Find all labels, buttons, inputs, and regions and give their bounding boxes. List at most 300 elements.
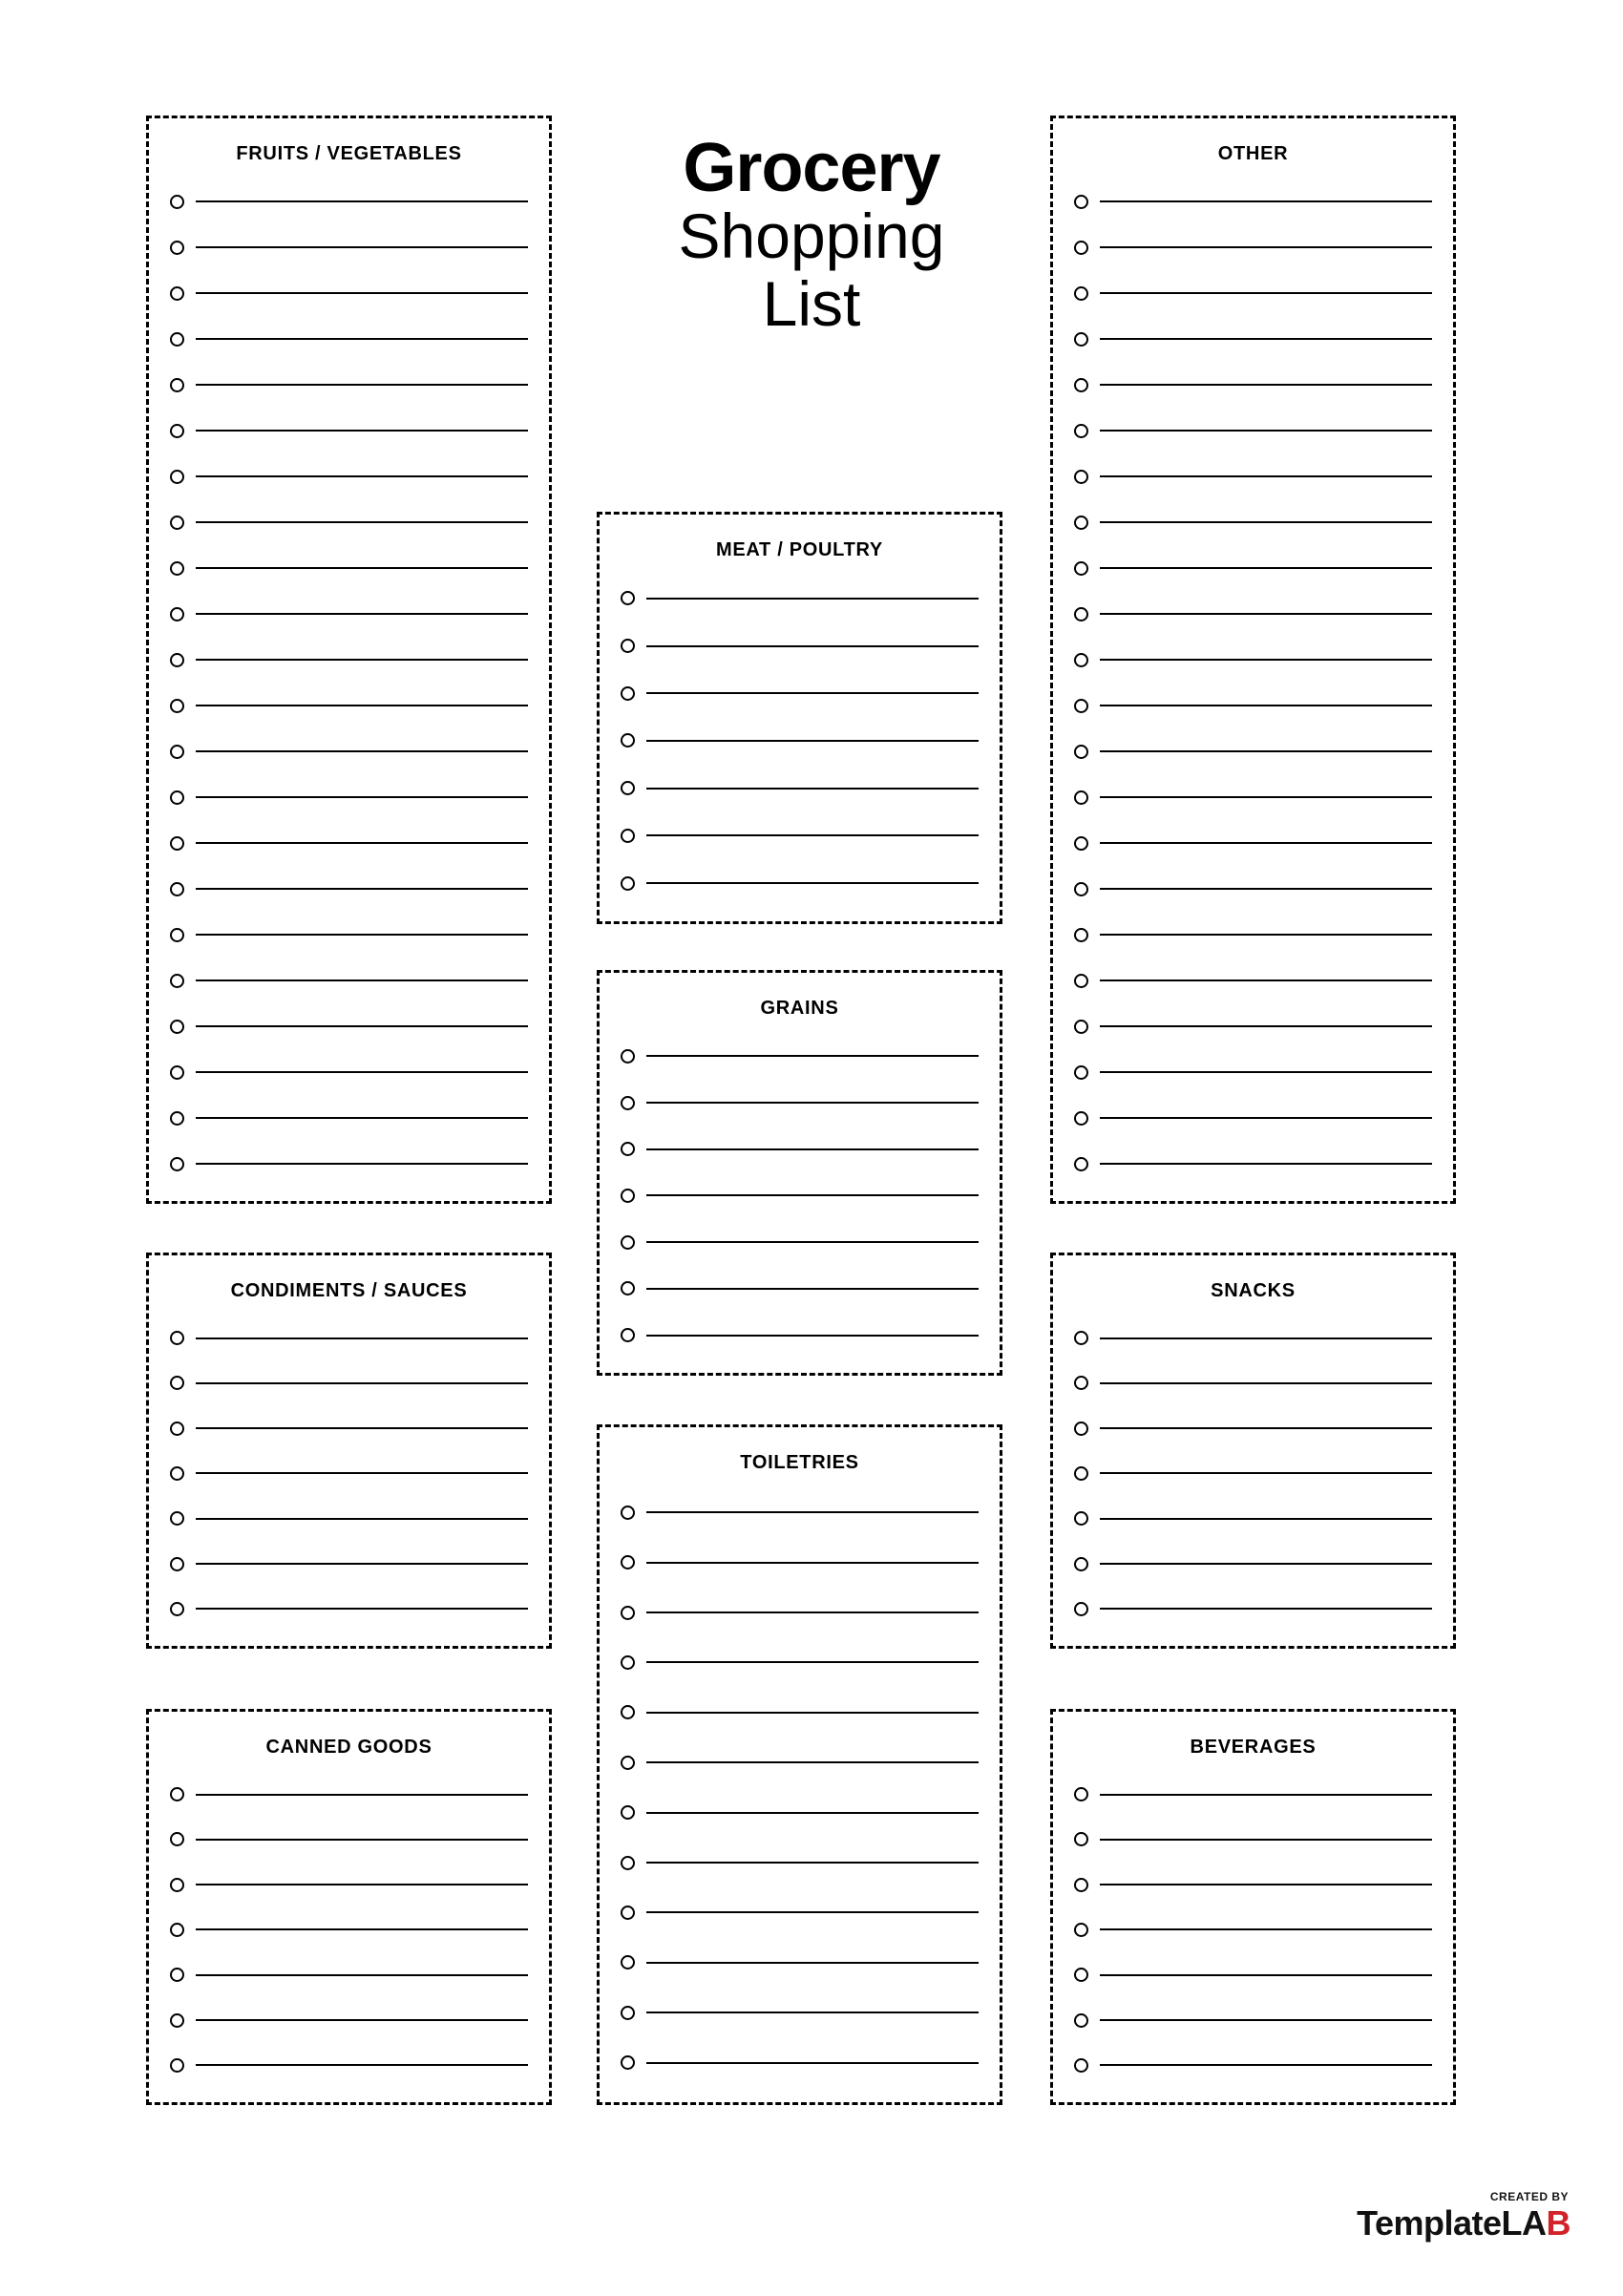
- list-item[interactable]: [621, 765, 979, 812]
- list-item[interactable]: [1074, 1587, 1432, 1632]
- write-in-line[interactable]: [646, 645, 979, 647]
- list-item[interactable]: [170, 316, 528, 362]
- list-item[interactable]: [170, 2043, 528, 2088]
- checkbox-circle-icon[interactable]: [1074, 1157, 1088, 1171]
- list-item[interactable]: [170, 224, 528, 270]
- write-in-line[interactable]: [1100, 1563, 1432, 1565]
- list-item[interactable]: [170, 1095, 528, 1141]
- checkbox-circle-icon[interactable]: [170, 836, 184, 851]
- list-item[interactable]: [1074, 1541, 1432, 1586]
- write-in-line[interactable]: [196, 1163, 528, 1165]
- checkbox-circle-icon[interactable]: [621, 1142, 635, 1156]
- list-item[interactable]: [621, 1838, 979, 1887]
- rows-meat-poultry: [600, 575, 1000, 920]
- list-item[interactable]: [170, 1772, 528, 1817]
- checkbox-circle-icon[interactable]: [170, 607, 184, 621]
- write-in-line[interactable]: [196, 338, 528, 340]
- list-item[interactable]: [170, 1141, 528, 1187]
- write-in-line[interactable]: [646, 1055, 979, 1057]
- write-in-line[interactable]: [1100, 200, 1432, 202]
- checkbox-circle-icon[interactable]: [621, 1096, 635, 1110]
- section-condiments-sauces: [146, 1253, 552, 1649]
- list-item[interactable]: [1074, 1952, 1432, 1997]
- checkbox-circle-icon[interactable]: [621, 1555, 635, 1569]
- checkbox-circle-icon[interactable]: [170, 1878, 184, 1892]
- list-item[interactable]: [621, 622, 979, 670]
- checkbox-circle-icon[interactable]: [170, 516, 184, 530]
- write-in-line[interactable]: [1100, 1025, 1432, 1027]
- list-item[interactable]: [621, 2037, 979, 2087]
- write-in-line[interactable]: [196, 1794, 528, 1796]
- checkbox-circle-icon[interactable]: [170, 1422, 184, 1436]
- write-in-line[interactable]: [196, 1608, 528, 1610]
- write-in-line[interactable]: [1100, 567, 1432, 569]
- write-in-line[interactable]: [196, 521, 528, 523]
- checkbox-circle-icon[interactable]: [621, 686, 635, 701]
- list-item[interactable]: [170, 683, 528, 728]
- write-in-line[interactable]: [1100, 1608, 1432, 1610]
- list-item[interactable]: [621, 1219, 979, 1266]
- checkbox-circle-icon[interactable]: [170, 882, 184, 896]
- checkbox-circle-icon[interactable]: [170, 1466, 184, 1481]
- list-item[interactable]: [170, 1587, 528, 1632]
- checkbox-circle-icon[interactable]: [621, 2006, 635, 2020]
- write-in-line[interactable]: [646, 882, 979, 884]
- write-in-line[interactable]: [1100, 1928, 1432, 1930]
- write-in-line[interactable]: [1100, 521, 1432, 523]
- checkbox-circle-icon[interactable]: [170, 1557, 184, 1571]
- write-in-line[interactable]: [646, 1148, 979, 1150]
- list-item[interactable]: [170, 453, 528, 499]
- checkbox-circle-icon[interactable]: [621, 1281, 635, 1295]
- checkbox-circle-icon[interactable]: [170, 2013, 184, 2028]
- list-item[interactable]: [621, 1080, 979, 1127]
- write-in-line[interactable]: [196, 384, 528, 386]
- list-item[interactable]: [170, 1863, 528, 1907]
- checkbox-circle-icon[interactable]: [170, 1923, 184, 1937]
- checkbox-circle-icon[interactable]: [1074, 378, 1088, 392]
- write-in-line[interactable]: [1100, 2064, 1432, 2066]
- checkbox-circle-icon[interactable]: [1074, 2058, 1088, 2073]
- write-in-line[interactable]: [646, 740, 979, 742]
- checkbox-circle-icon[interactable]: [1074, 424, 1088, 438]
- write-in-line[interactable]: [646, 1712, 979, 1714]
- write-in-line[interactable]: [646, 1288, 979, 1290]
- list-item[interactable]: [1074, 683, 1432, 728]
- list-item[interactable]: [621, 1126, 979, 1172]
- checkbox-circle-icon[interactable]: [1074, 1422, 1088, 1436]
- checkbox-circle-icon[interactable]: [1074, 2013, 1088, 2028]
- list-item[interactable]: [170, 912, 528, 958]
- list-item[interactable]: [621, 1887, 979, 1937]
- checkbox-circle-icon[interactable]: [1074, 286, 1088, 301]
- list-item[interactable]: [621, 1938, 979, 1988]
- checkbox-circle-icon[interactable]: [170, 699, 184, 713]
- list-item[interactable]: [621, 1537, 979, 1587]
- list-item[interactable]: [1074, 2043, 1432, 2088]
- checkbox-circle-icon[interactable]: [621, 639, 635, 653]
- checkbox-circle-icon[interactable]: [621, 1906, 635, 1920]
- list-item[interactable]: [170, 1316, 528, 1360]
- write-in-line[interactable]: [196, 705, 528, 706]
- checkbox-circle-icon[interactable]: [1074, 699, 1088, 713]
- list-item[interactable]: [1074, 958, 1432, 1003]
- list-item[interactable]: [170, 270, 528, 316]
- write-in-line[interactable]: [1100, 1338, 1432, 1339]
- write-in-line[interactable]: [646, 1511, 979, 1513]
- write-in-line[interactable]: [1100, 1117, 1432, 1119]
- list-item[interactable]: [621, 1172, 979, 1219]
- list-item[interactable]: [1074, 728, 1432, 774]
- write-in-line[interactable]: [1100, 475, 1432, 477]
- write-in-line[interactable]: [646, 788, 979, 790]
- list-item[interactable]: [1074, 545, 1432, 591]
- write-in-line[interactable]: [196, 1117, 528, 1119]
- list-item[interactable]: [621, 1033, 979, 1080]
- write-in-line[interactable]: [1100, 384, 1432, 386]
- write-in-line[interactable]: [196, 1884, 528, 1885]
- list-item[interactable]: [1074, 1496, 1432, 1541]
- list-item[interactable]: [170, 1997, 528, 2042]
- write-in-line[interactable]: [646, 598, 979, 600]
- checkbox-circle-icon[interactable]: [1074, 882, 1088, 896]
- list-item[interactable]: [621, 1637, 979, 1687]
- checkbox-circle-icon[interactable]: [621, 1705, 635, 1719]
- list-item[interactable]: [170, 820, 528, 866]
- write-in-line[interactable]: [646, 2012, 979, 2013]
- checkbox-circle-icon[interactable]: [621, 1756, 635, 1770]
- list-item[interactable]: [1074, 1316, 1432, 1360]
- checkbox-circle-icon[interactable]: [170, 1376, 184, 1390]
- list-item[interactable]: [1074, 1817, 1432, 1862]
- write-in-line[interactable]: [196, 796, 528, 798]
- checkbox-circle-icon[interactable]: [621, 1049, 635, 1064]
- checkbox-circle-icon[interactable]: [170, 1020, 184, 1034]
- list-item[interactable]: [1074, 408, 1432, 453]
- checkbox-circle-icon[interactable]: [170, 1602, 184, 1616]
- list-item[interactable]: [1074, 1003, 1432, 1049]
- write-in-line[interactable]: [196, 2019, 528, 2021]
- checkbox-circle-icon[interactable]: [1074, 1602, 1088, 1616]
- rows-snacks: [1053, 1316, 1453, 1645]
- list-item[interactable]: [1074, 224, 1432, 270]
- list-item[interactable]: [170, 866, 528, 912]
- write-in-line[interactable]: [1100, 338, 1432, 340]
- list-item[interactable]: [170, 637, 528, 683]
- list-item[interactable]: [1074, 866, 1432, 912]
- list-item[interactable]: [1074, 362, 1432, 408]
- write-in-line[interactable]: [1100, 842, 1432, 844]
- checkbox-circle-icon[interactable]: [1074, 561, 1088, 576]
- checkbox-circle-icon[interactable]: [621, 2055, 635, 2070]
- list-item[interactable]: [1074, 1095, 1432, 1141]
- checkbox-circle-icon[interactable]: [1074, 1878, 1088, 1892]
- section-toiletries: [597, 1424, 1002, 2105]
- write-in-line[interactable]: [196, 1338, 528, 1339]
- list-item[interactable]: [621, 575, 979, 622]
- checkbox-circle-icon[interactable]: [170, 378, 184, 392]
- checkbox-circle-icon[interactable]: [1074, 1331, 1088, 1345]
- write-in-line[interactable]: [196, 1472, 528, 1474]
- list-item[interactable]: [170, 591, 528, 637]
- write-in-line[interactable]: [646, 1241, 979, 1243]
- checkbox-circle-icon[interactable]: [170, 1511, 184, 1526]
- checkbox-circle-icon[interactable]: [1074, 1511, 1088, 1526]
- checkbox-circle-icon[interactable]: [170, 332, 184, 347]
- checkbox-circle-icon[interactable]: [1074, 653, 1088, 667]
- write-in-line[interactable]: [1100, 613, 1432, 615]
- write-in-line[interactable]: [196, 246, 528, 248]
- checkbox-circle-icon[interactable]: [170, 561, 184, 576]
- list-item[interactable]: [170, 499, 528, 545]
- section-other: [1050, 116, 1456, 1204]
- list-item[interactable]: [1074, 912, 1432, 958]
- write-in-line[interactable]: [196, 1974, 528, 1976]
- checkbox-circle-icon[interactable]: [1074, 1065, 1088, 1080]
- list-item[interactable]: [621, 669, 979, 717]
- checkbox-circle-icon[interactable]: [621, 1506, 635, 1520]
- checkbox-circle-icon[interactable]: [1074, 470, 1088, 484]
- checkbox-circle-icon[interactable]: [621, 1235, 635, 1250]
- list-item[interactable]: [1074, 1907, 1432, 1952]
- checkbox-circle-icon[interactable]: [170, 1968, 184, 1982]
- list-item[interactable]: [170, 1817, 528, 1862]
- write-in-line[interactable]: [1100, 246, 1432, 248]
- write-in-line[interactable]: [646, 834, 979, 836]
- checkbox-circle-icon[interactable]: [621, 829, 635, 843]
- list-item[interactable]: [1074, 270, 1432, 316]
- write-in-line[interactable]: [1100, 1794, 1432, 1796]
- write-in-line[interactable]: [196, 1518, 528, 1520]
- list-item[interactable]: [170, 1541, 528, 1586]
- checkbox-circle-icon[interactable]: [1074, 790, 1088, 805]
- checkbox-circle-icon[interactable]: [621, 876, 635, 891]
- list-item[interactable]: [1074, 637, 1432, 683]
- write-in-line[interactable]: [196, 1071, 528, 1073]
- checkbox-circle-icon[interactable]: [621, 1805, 635, 1820]
- checkbox-circle-icon[interactable]: [621, 1856, 635, 1870]
- checkbox-circle-icon[interactable]: [621, 1655, 635, 1670]
- write-in-line[interactable]: [646, 1812, 979, 1814]
- checkbox-circle-icon[interactable]: [1074, 1466, 1088, 1481]
- checkbox-circle-icon[interactable]: [1074, 195, 1088, 209]
- list-item[interactable]: [170, 774, 528, 820]
- list-item[interactable]: [621, 1487, 979, 1537]
- write-in-line[interactable]: [646, 1911, 979, 1913]
- write-in-line[interactable]: [1100, 934, 1432, 936]
- list-item[interactable]: [170, 728, 528, 774]
- write-in-line[interactable]: [1100, 1884, 1432, 1885]
- write-in-line[interactable]: [1100, 705, 1432, 706]
- list-item[interactable]: [621, 1988, 979, 2037]
- write-in-line[interactable]: [646, 692, 979, 694]
- section-grains: [597, 970, 1002, 1376]
- list-item[interactable]: [1074, 453, 1432, 499]
- write-in-line[interactable]: [1100, 979, 1432, 981]
- write-in-line[interactable]: [196, 750, 528, 752]
- list-item[interactable]: [170, 958, 528, 1003]
- write-in-line[interactable]: [196, 475, 528, 477]
- write-in-line[interactable]: [196, 979, 528, 981]
- write-in-line[interactable]: [196, 888, 528, 890]
- write-in-line[interactable]: [196, 659, 528, 661]
- list-item[interactable]: [1074, 1406, 1432, 1451]
- write-in-line[interactable]: [196, 613, 528, 615]
- list-item[interactable]: [621, 1588, 979, 1637]
- checkbox-circle-icon[interactable]: [1074, 1923, 1088, 1937]
- write-in-line[interactable]: [196, 1382, 528, 1384]
- list-item[interactable]: [1074, 1863, 1432, 1907]
- checkbox-circle-icon[interactable]: [1074, 1020, 1088, 1034]
- checkbox-circle-icon[interactable]: [621, 1606, 635, 1620]
- list-item[interactable]: [1074, 499, 1432, 545]
- write-in-line[interactable]: [1100, 1974, 1432, 1976]
- write-in-line[interactable]: [196, 1839, 528, 1841]
- write-in-line[interactable]: [196, 1025, 528, 1027]
- checkbox-circle-icon[interactable]: [1074, 745, 1088, 759]
- checkbox-circle-icon[interactable]: [1074, 1376, 1088, 1390]
- list-item[interactable]: [1074, 1141, 1432, 1187]
- write-in-line[interactable]: [1100, 1071, 1432, 1073]
- list-item[interactable]: [170, 1496, 528, 1541]
- write-in-line[interactable]: [646, 1102, 979, 1104]
- checkbox-circle-icon[interactable]: [621, 591, 635, 605]
- list-item[interactable]: [1074, 316, 1432, 362]
- write-in-line[interactable]: [1100, 750, 1432, 752]
- write-in-line[interactable]: [646, 2062, 979, 2064]
- write-in-line[interactable]: [646, 1862, 979, 1864]
- checkbox-circle-icon[interactable]: [170, 195, 184, 209]
- list-item[interactable]: [621, 1312, 979, 1359]
- checkbox-circle-icon[interactable]: [170, 1832, 184, 1846]
- checkbox-circle-icon[interactable]: [1074, 332, 1088, 347]
- write-in-line[interactable]: [1100, 796, 1432, 798]
- write-in-line[interactable]: [196, 1427, 528, 1429]
- checkbox-circle-icon[interactable]: [170, 1157, 184, 1171]
- write-in-line[interactable]: [646, 1194, 979, 1196]
- list-item[interactable]: [170, 179, 528, 224]
- list-item[interactable]: [170, 408, 528, 453]
- checkbox-circle-icon[interactable]: [170, 1111, 184, 1126]
- write-in-line[interactable]: [196, 1928, 528, 1930]
- list-item[interactable]: [170, 1406, 528, 1451]
- write-in-line[interactable]: [196, 934, 528, 936]
- checkbox-circle-icon[interactable]: [1074, 836, 1088, 851]
- list-item[interactable]: [1074, 1997, 1432, 2042]
- list-item[interactable]: [1074, 591, 1432, 637]
- list-item[interactable]: [1074, 1049, 1432, 1095]
- write-in-line[interactable]: [196, 430, 528, 432]
- list-item[interactable]: [170, 1907, 528, 1952]
- checkbox-circle-icon[interactable]: [1074, 607, 1088, 621]
- list-item[interactable]: [170, 1952, 528, 1997]
- list-item[interactable]: [1074, 1451, 1432, 1496]
- checkbox-circle-icon[interactable]: [1074, 516, 1088, 530]
- checkbox-circle-icon[interactable]: [621, 733, 635, 748]
- checkbox-circle-icon[interactable]: [170, 470, 184, 484]
- checkbox-circle-icon[interactable]: [1074, 1787, 1088, 1801]
- checkbox-circle-icon[interactable]: [1074, 1111, 1088, 1126]
- write-in-line[interactable]: [196, 2064, 528, 2066]
- checkbox-circle-icon[interactable]: [170, 2058, 184, 2073]
- write-in-line[interactable]: [646, 1611, 979, 1613]
- list-item[interactable]: [621, 859, 979, 907]
- write-in-line[interactable]: [1100, 1382, 1432, 1384]
- checkbox-circle-icon[interactable]: [170, 928, 184, 942]
- list-item[interactable]: [1074, 1772, 1432, 1817]
- write-in-line[interactable]: [646, 1962, 979, 1964]
- list-item[interactable]: [621, 1688, 979, 1738]
- write-in-line[interactable]: [646, 1335, 979, 1337]
- checkbox-circle-icon[interactable]: [1074, 928, 1088, 942]
- list-item[interactable]: [170, 545, 528, 591]
- write-in-line[interactable]: [1100, 888, 1432, 890]
- list-item[interactable]: [170, 1049, 528, 1095]
- list-item[interactable]: [621, 717, 979, 765]
- checkbox-circle-icon[interactable]: [170, 286, 184, 301]
- checkbox-circle-icon[interactable]: [621, 1328, 635, 1342]
- write-in-line[interactable]: [1100, 292, 1432, 294]
- list-item[interactable]: [1074, 774, 1432, 820]
- write-in-line[interactable]: [196, 200, 528, 202]
- checkbox-circle-icon[interactable]: [170, 653, 184, 667]
- checkbox-circle-icon[interactable]: [1074, 241, 1088, 255]
- write-in-line[interactable]: [1100, 1518, 1432, 1520]
- write-in-line[interactable]: [196, 1563, 528, 1565]
- checkbox-circle-icon[interactable]: [621, 1189, 635, 1203]
- checkbox-circle-icon[interactable]: [621, 1955, 635, 1970]
- list-item[interactable]: [621, 812, 979, 860]
- list-item[interactable]: [170, 1003, 528, 1049]
- list-item[interactable]: [621, 1787, 979, 1837]
- write-in-line[interactable]: [1100, 1472, 1432, 1474]
- list-item[interactable]: [170, 362, 528, 408]
- write-in-line[interactable]: [196, 567, 528, 569]
- checkbox-circle-icon[interactable]: [170, 241, 184, 255]
- write-in-line[interactable]: [1100, 1163, 1432, 1165]
- write-in-line[interactable]: [646, 1761, 979, 1763]
- list-item[interactable]: [1074, 820, 1432, 866]
- checkbox-circle-icon[interactable]: [170, 745, 184, 759]
- write-in-line[interactable]: [196, 842, 528, 844]
- write-in-line[interactable]: [1100, 2019, 1432, 2021]
- checkbox-circle-icon[interactable]: [1074, 1557, 1088, 1571]
- list-item[interactable]: [170, 1451, 528, 1496]
- checkbox-circle-icon[interactable]: [1074, 1832, 1088, 1846]
- checkbox-circle-icon[interactable]: [621, 781, 635, 795]
- checkbox-circle-icon[interactable]: [170, 790, 184, 805]
- write-in-line[interactable]: [646, 1661, 979, 1663]
- list-item[interactable]: [621, 1738, 979, 1787]
- write-in-line[interactable]: [1100, 430, 1432, 432]
- list-item[interactable]: [1074, 179, 1432, 224]
- checkbox-circle-icon[interactable]: [170, 1331, 184, 1345]
- list-item[interactable]: [170, 1360, 528, 1405]
- list-item[interactable]: [1074, 1360, 1432, 1405]
- checkbox-circle-icon[interactable]: [1074, 1968, 1088, 1982]
- checkbox-circle-icon[interactable]: [170, 424, 184, 438]
- write-in-line[interactable]: [1100, 659, 1432, 661]
- list-item[interactable]: [621, 1266, 979, 1313]
- write-in-line[interactable]: [196, 292, 528, 294]
- write-in-line[interactable]: [646, 1562, 979, 1564]
- write-in-line[interactable]: [1100, 1839, 1432, 1841]
- checkbox-circle-icon[interactable]: [170, 1065, 184, 1080]
- checkbox-circle-icon[interactable]: [1074, 974, 1088, 988]
- checkbox-circle-icon[interactable]: [170, 974, 184, 988]
- checkbox-circle-icon[interactable]: [170, 1787, 184, 1801]
- write-in-line[interactable]: [1100, 1427, 1432, 1429]
